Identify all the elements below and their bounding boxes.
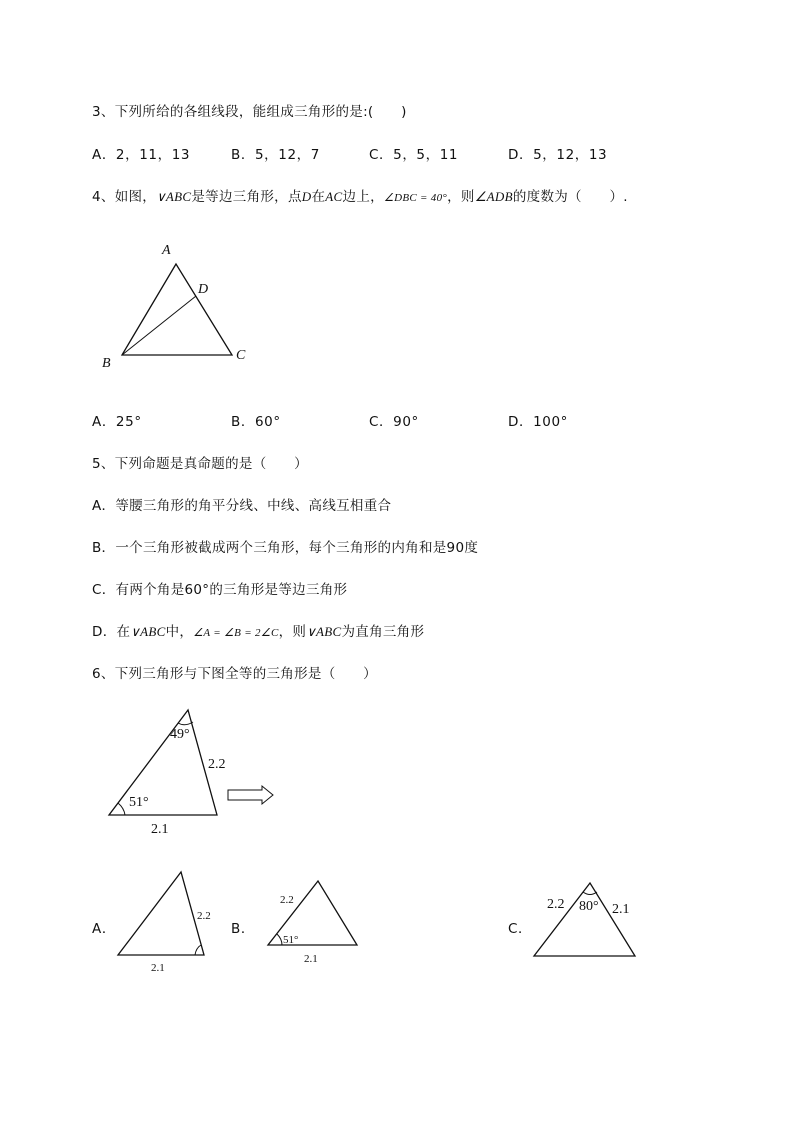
q6-option-b-letter: B． <box>231 921 255 937</box>
option-c-angle-arc <box>583 892 597 895</box>
option-a-triangle <box>118 872 204 955</box>
q4-symbol-angle-dbc: ∠DBC = 40° <box>383 192 448 204</box>
q5-d-part: 为直角三角形 <box>341 624 425 640</box>
q5-d-symbol: ∨ABC <box>306 624 342 639</box>
question-6-stem: 6、下列三角形与下图全等的三角形是（ ） <box>92 666 377 682</box>
option-a-side-right: 2.2 <box>197 910 211 922</box>
option-b-side-left: 2.2 <box>280 894 294 906</box>
option-b-triangle <box>268 881 357 945</box>
q4-stem-part: 的度数为（ ）. <box>512 189 628 205</box>
q5-option-a: A．等腰三角形的角平分线、中线、高线互相重合 <box>92 498 392 514</box>
option-b-angle-arc <box>277 934 282 945</box>
option-c-angle-label: 80° <box>579 899 599 914</box>
q4-stem-part: 在 <box>311 189 326 205</box>
q3-option-d: D．5，12，13 <box>508 147 608 163</box>
option-c-side-right: 2.1 <box>612 902 630 917</box>
q5-d-symbol: ∠A = ∠B = 2∠C <box>193 627 279 639</box>
option-b-side-bottom: 2.1 <box>304 953 318 965</box>
q5-d-part: D．在 <box>92 624 131 640</box>
q5-d-part: ，则 <box>278 624 307 640</box>
question-5-stem: 5、下列命题是真命题的是（ ） <box>92 456 308 472</box>
vertex-label-b: B <box>102 356 111 371</box>
q4-symbol-d: D <box>301 189 312 204</box>
q4-symbol-angle-adb: ∠ADB <box>474 189 513 204</box>
q4-option-d: D．100° <box>508 414 569 430</box>
q5-option-c: C．有两个角是60°的三角形是等边三角形 <box>92 582 348 598</box>
angle-label-top: 49° <box>170 727 190 742</box>
q4-stem-part: 4、如图， <box>92 189 157 205</box>
q6-option-c-letter: C． <box>508 921 533 937</box>
q4-stem-part: 边上， <box>342 189 384 205</box>
q5-d-part: 中， <box>165 624 194 640</box>
q4-option-c: C．90° <box>369 414 419 430</box>
option-c-triangle <box>534 883 635 956</box>
question-3-stem: 3、下列所给的各组线段，能组成三角形的是:( ) <box>92 104 407 120</box>
q4-stem-part: ，则 <box>447 189 475 205</box>
q3-option-c: C．5，5，11 <box>369 147 459 163</box>
q6-option-a-letter: A． <box>92 921 116 937</box>
q4-stem-part: 是等边三角形，点 <box>191 189 302 205</box>
vertex-label-a: A <box>162 243 171 258</box>
q5-option-b: B．一个三角形被截成两个三角形，每个三角形的内角和是90度 <box>92 540 479 556</box>
q3-option-a: A．2，11，13 <box>92 147 191 163</box>
q4-symbol-ac: AC <box>325 189 343 204</box>
option-a-side-bottom: 2.1 <box>151 962 165 974</box>
option-b-angle-label: 51° <box>283 934 299 946</box>
side-label-bottom: 2.1 <box>151 822 169 837</box>
q4-option-a: A．25° <box>92 414 142 430</box>
q5-d-symbol: ∨ABC <box>130 624 166 639</box>
q4-symbol-abc: ∨ABC <box>156 189 192 204</box>
angle-label-left: 51° <box>129 795 149 810</box>
vertex-label-c: C <box>236 348 246 363</box>
option-c-side-left: 2.2 <box>547 897 565 912</box>
q4-option-b: B．60° <box>231 414 281 430</box>
q3-option-b: B．5，12，7 <box>231 147 320 163</box>
vertex-label-d: D <box>198 282 209 297</box>
option-a-angle-arc <box>195 945 201 955</box>
side-label-right: 2.2 <box>208 757 226 772</box>
